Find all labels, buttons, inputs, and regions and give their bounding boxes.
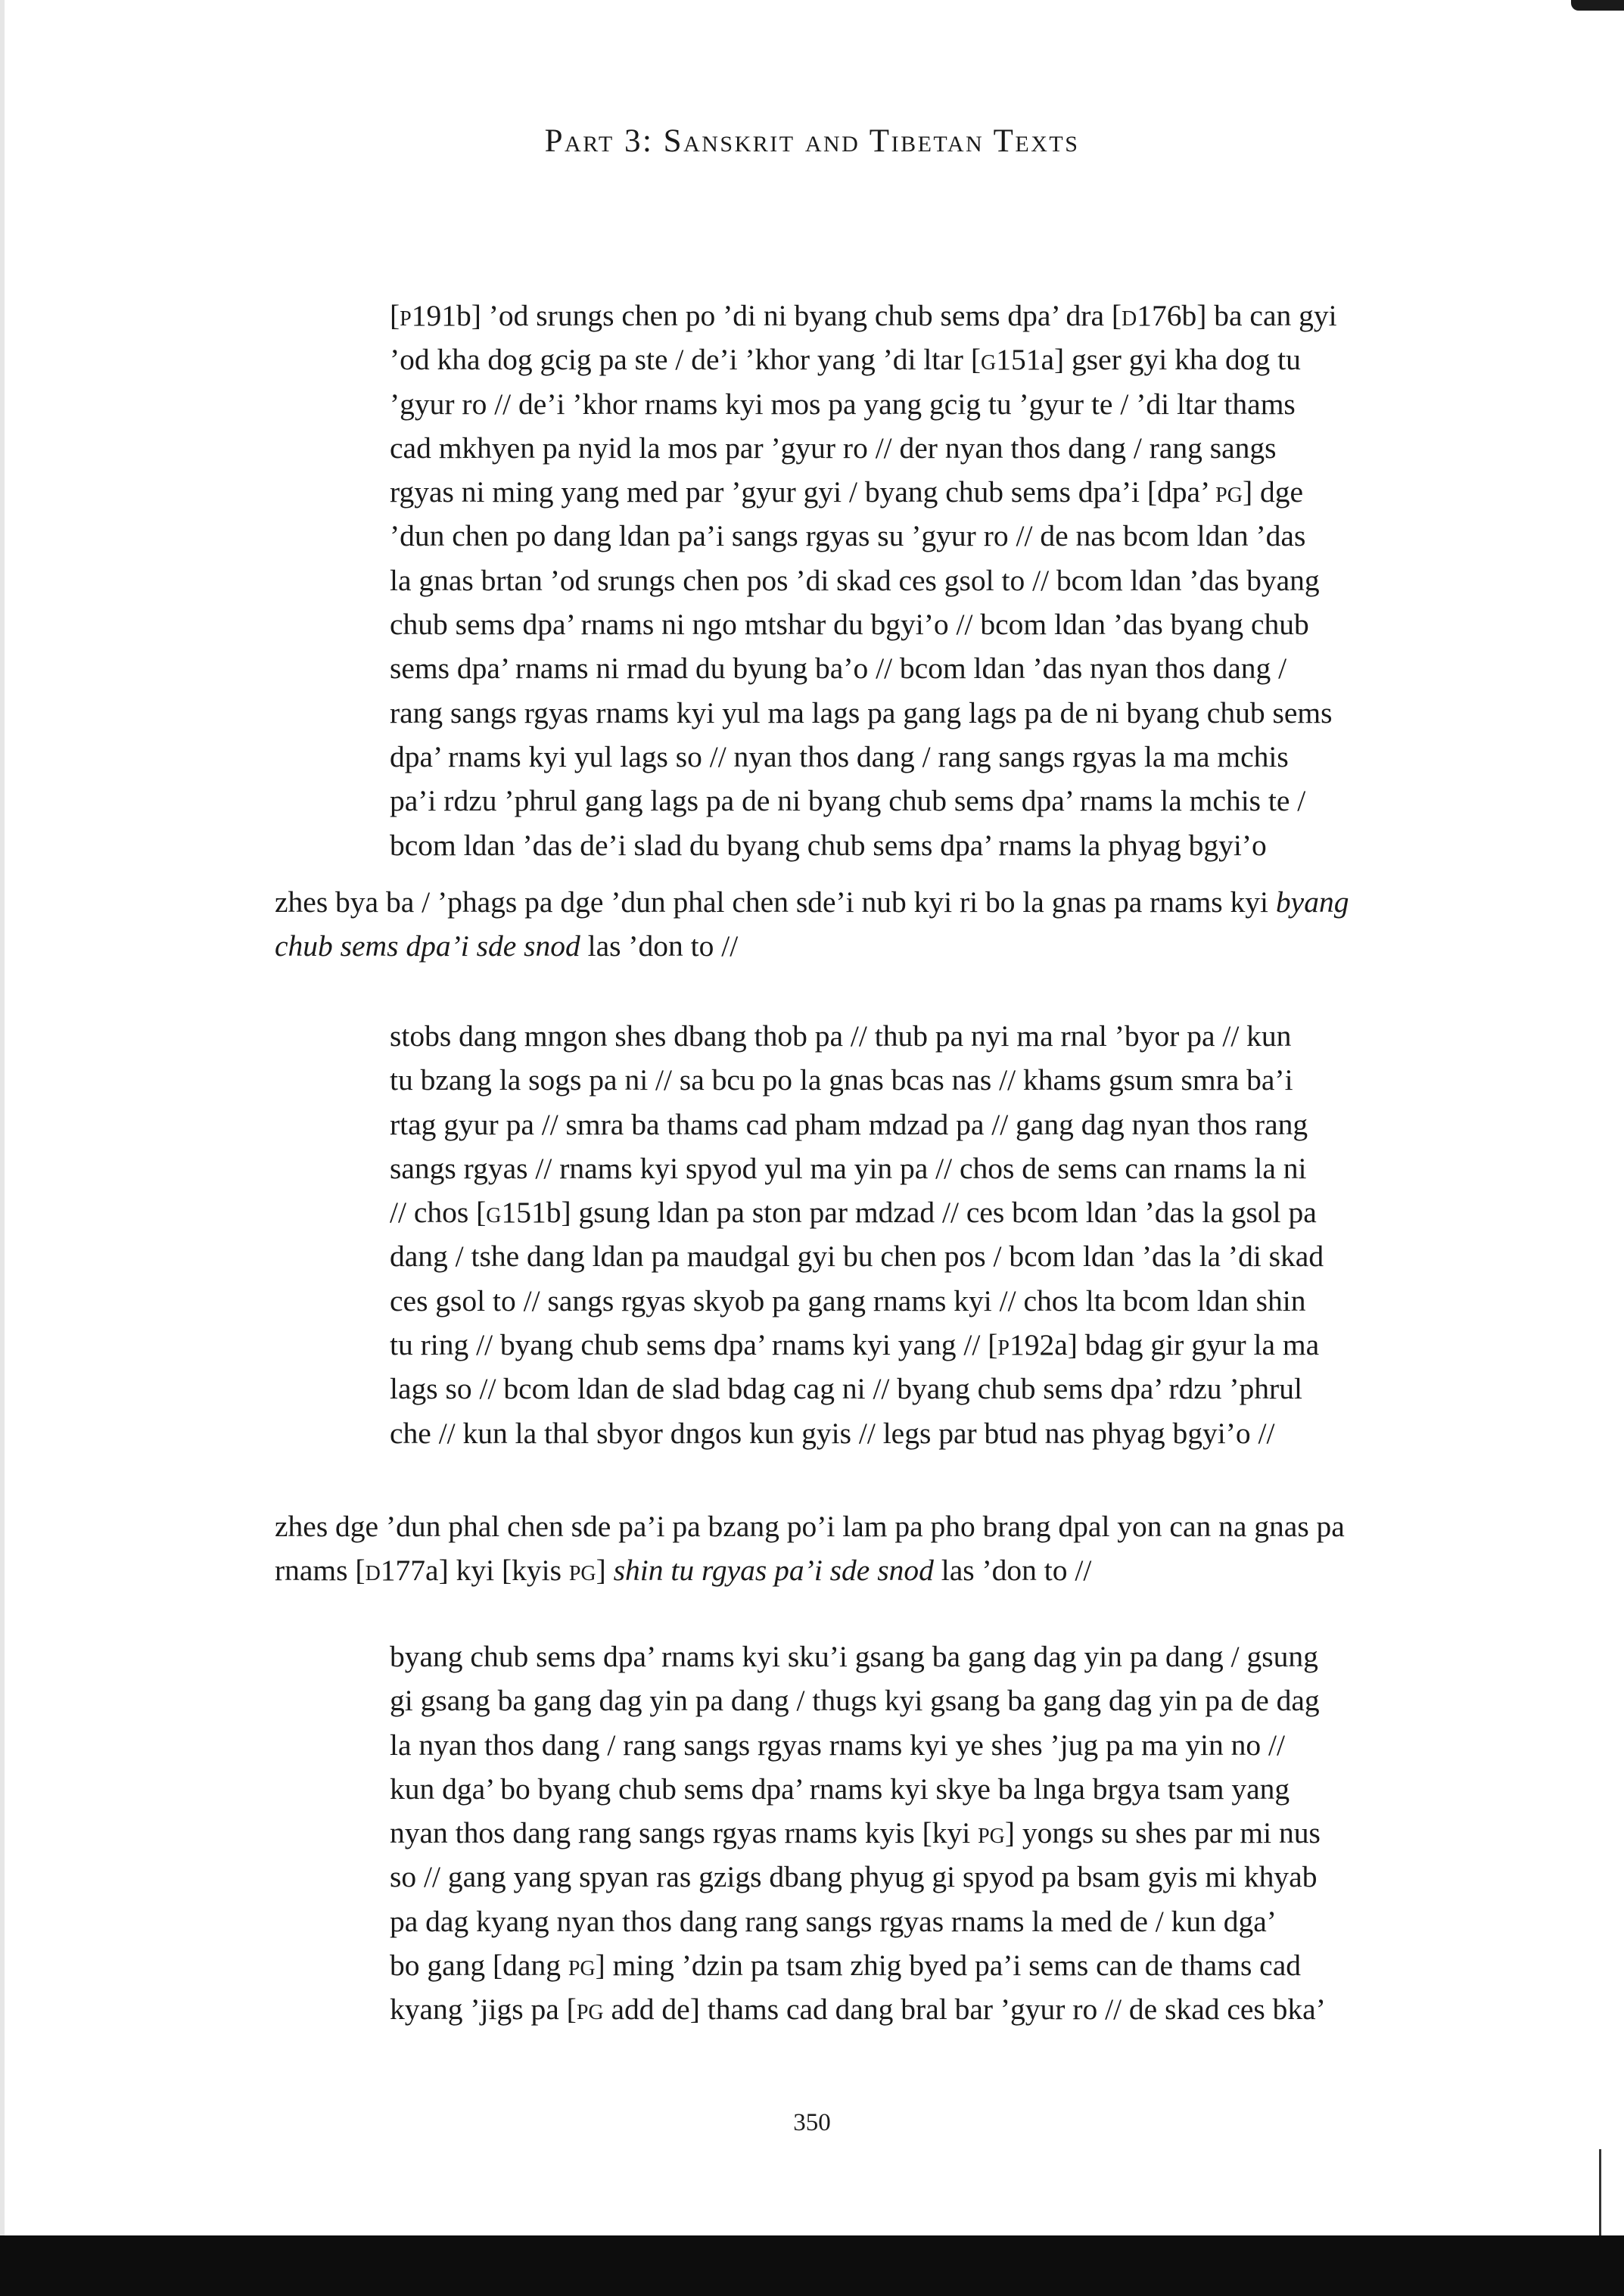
text-line: dpa’ rnams kyi yul lags so // nyan thos dang / rang sangs rgyas la ma mchis: [390, 739, 1289, 773]
text-line: ’gyur ro // de’i ’khor rnams kyi mos pa yang gcig tu ’gyur te / ’di ltar thams: [390, 387, 1296, 421]
italic-title: shin tu rgyas pa’i sde snod: [613, 1554, 934, 1588]
text-line: ’dun chen po dang ldan pa’i sangs rgyas su ’gyur ro // de nas bcom ldan ’das: [390, 519, 1306, 553]
text-line: ’od kha dog gcig pa ste / de’i ’khor yang ’di ltar [g151a] gser gyi kha dog tu: [390, 343, 1301, 377]
text-line: rgyas ni ming yang med par ’gyur gyi / byang chub sems dpa’i [dpa’ pg] dge: [390, 475, 1303, 509]
text-line: pa’i rdzu ’phrul gang lags pa de ni byang chub sems dpa’ rnams la mchis te /: [390, 784, 1306, 818]
text-line: lags so // bcom ldan de slad bdag cag ni // byang chub sems dpa’ rdzu ’phrul: [390, 1372, 1302, 1406]
body-paragraph-2: [275, 1504, 1455, 1593]
page-number: 350: [793, 2109, 831, 2136]
scan-bottom-edge: [0, 2235, 1624, 2296]
text-line: sangs rgyas // rnams kyi spyod yul ma yin pa // chos de sems can rnams la ni: [390, 1151, 1307, 1185]
scan-left-edge: [0, 0, 5, 2235]
text-line: cad mkhyen pa nyid la mos par ’gyur ro // der nyan thos dang / rang sangs: [390, 431, 1277, 465]
siglum: g: [981, 343, 997, 377]
siglum: g: [486, 1196, 502, 1230]
text-line: pa dag kyang nyan thos dang rang sangs rgyas rnams la med de / kun dga’: [390, 1904, 1277, 1938]
quote-paragraph-1: [390, 294, 1468, 867]
text-line: zhes dge ’dun phal chen sde pa’i pa bzang po’i lam pa pho brang dpal yon can na gnas pa: [275, 1510, 1345, 1543]
siglum: p: [997, 1328, 1010, 1362]
text-line: [p191b] ’od srungs chen po ’di ni byang chub sems dpa’ dra [d176b] ba can gyi: [390, 299, 1337, 332]
running-head: Part 3: Sanskrit and Tibetan Texts: [544, 123, 1080, 159]
text-line: byang chub sems dpa’ rnams kyi sku’i gsang ba gang dag yin pa dang / gsung: [390, 1640, 1318, 1673]
siglum: pg: [568, 1949, 596, 1983]
text-line: che // kun la thal sbyor dngos kun gyis // legs par btud nas phyag bgyi’o //: [390, 1416, 1275, 1450]
text-line: // chos [g151b] gsung ldan pa ston par mdzad // ces bcom ldan ’das la gsol pa: [390, 1196, 1317, 1230]
text-line: dang / tshe dang ldan pa maudgal gyi bu chen pos / bcom ldan ’das la ’di skad: [390, 1240, 1324, 1274]
text-line: rnams [d177a] kyi [kyis pg] shin tu rgyas pa’i sde snod las ’don to //: [275, 1554, 1092, 1588]
siglum: d: [365, 1554, 381, 1588]
text-line: kyang ’jigs pa [pg add de] thams cad dang bral bar ’gyur ro // de skad ces bka’: [390, 1993, 1326, 2027]
text-line: ces gsol to // sangs rgyas skyob pa gang rnams kyi // chos lta bcom ldan shin: [390, 1283, 1306, 1318]
siglum: pg: [568, 1554, 596, 1588]
text-line: rang sangs rgyas rnams kyi yul ma lags pa gang lags pa de ni byang chub sems: [390, 695, 1333, 730]
siglum: d: [1122, 299, 1137, 332]
text-line: sems dpa’ rnams ni rmad du byung ba’o // bcom ldan ’das nyan thos dang /: [390, 652, 1287, 686]
text-line: nyan thos dang rang sangs rgyas rnams kyis [kyi pg] yongs su shes par mi nus: [390, 1816, 1321, 1850]
body-paragraph-1: [275, 880, 1455, 969]
quote-paragraph-3: [390, 1635, 1468, 2032]
text-line: kun dga’ bo byang chub sems dpa’ rnams kyi skye ba lnga brgya tsam yang: [390, 1772, 1290, 1806]
siglum: pg: [576, 1993, 604, 2027]
text-line: tu ring // byang chub sems dpa’ rnams kyi yang // [p192a] bdag gir gyur la ma: [390, 1328, 1320, 1362]
text-line: stobs dang mngon shes dbang thob pa // thub pa nyi ma rnal ’byor pa // kun: [390, 1019, 1292, 1053]
text-line: rtag gyur pa // smra ba thams cad pham mdzad pa // gang dag nyan thos rang: [390, 1107, 1308, 1141]
text-line: chub sems dpa’i sde snod las ’don to //: [275, 929, 739, 963]
siglum: pg: [978, 1816, 1005, 1850]
scan-corner-mark: [1571, 0, 1624, 11]
italic-title: byang: [1275, 885, 1349, 919]
text-line: bcom ldan ’das de’i slad du byang chub sems dpa’ rnams la phyag bgyi’o: [390, 828, 1267, 862]
text-line: zhes bya ba / ’phags pa dge ’dun phal chen sde’i nub kyi ri bo la gnas pa rnams kyi byang: [275, 885, 1349, 919]
italic-title: chub sems dpa’i sde snod: [275, 929, 580, 963]
text-line: la gnas brtan ’od srungs chen pos ’di skad ces gsol to // bcom ldan ’das byang: [390, 563, 1320, 597]
text-line: chub sems dpa’ rnams ni ngo mtshar du bgyi’o // bcom ldan ’das byang chub: [390, 608, 1309, 642]
text-line: bo gang [dang pg] ming ’dzin pa tsam zhig byed pa’i sems can de thams cad: [390, 1949, 1301, 1983]
text-line: so // gang yang spyan ras gzigs dbang phyug gi spyod pa bsam gyis mi khyab: [390, 1860, 1318, 1894]
quote-paragraph-2: [390, 1014, 1468, 1455]
text-line: gi gsang ba gang dag yin pa dang / thugs kyi gsang ba gang dag yin pa de dag: [390, 1684, 1320, 1718]
text-line: la nyan thos dang / rang sangs rgyas rnams kyi ye shes ’jug pa ma yin no //: [390, 1728, 1285, 1762]
scan-right-edge: [1599, 2149, 1601, 2235]
siglum: p: [400, 299, 412, 332]
text-line: tu bzang la sogs pa ni // sa bcu po la gnas bcas nas // khams gsum smra ba’i: [390, 1063, 1293, 1097]
siglum: pg: [1215, 475, 1243, 509]
